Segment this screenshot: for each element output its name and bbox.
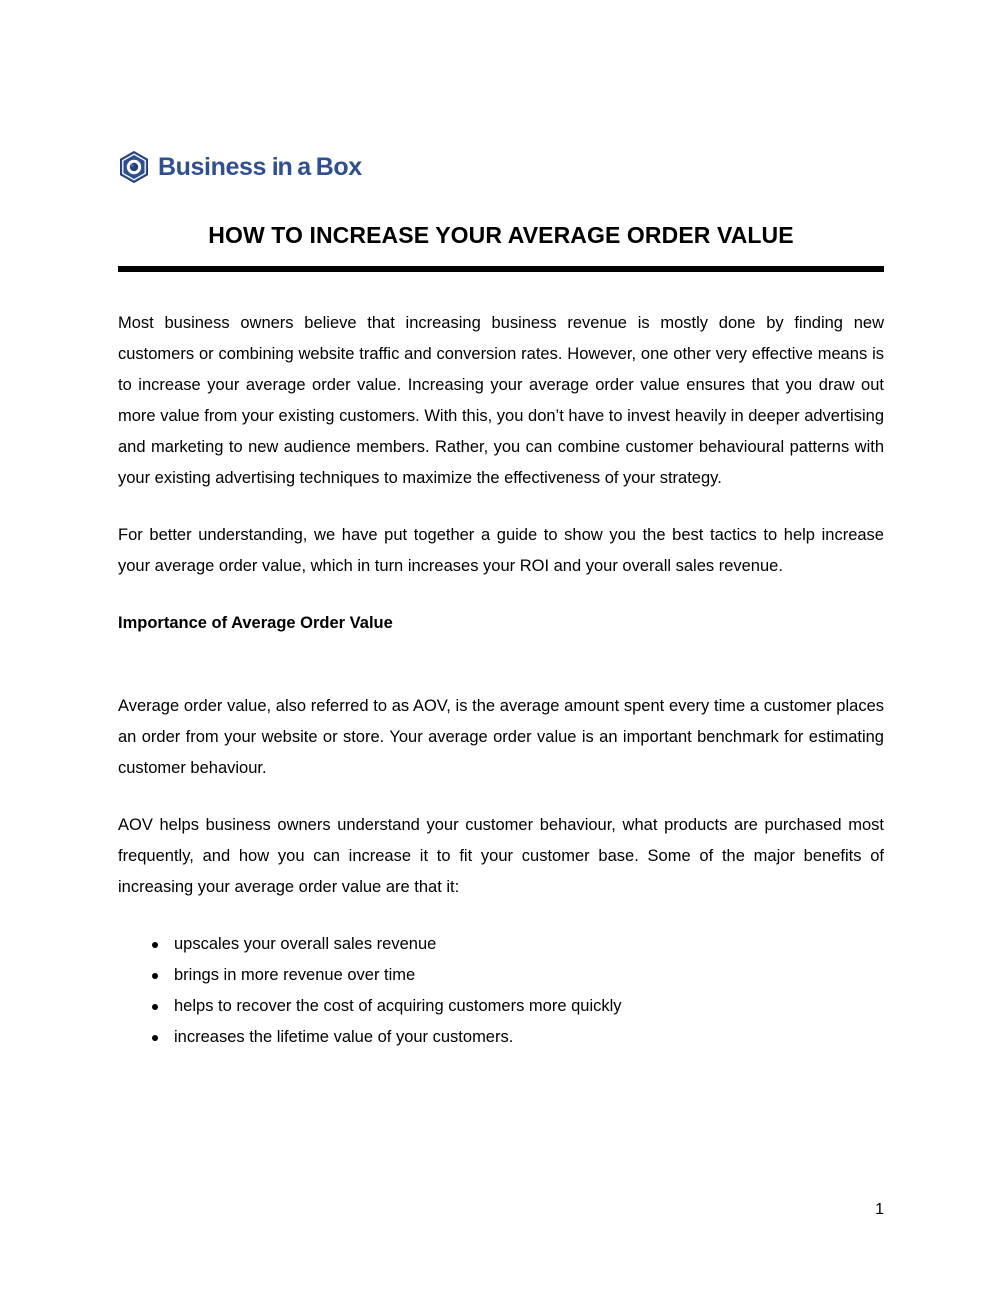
bullet-icon <box>152 973 158 979</box>
paragraph-intro-2: For better understanding, we have put together a guide to show you the best tactics to help increase your average order value, which in turn increases your ROI and your overall sales revenue. <box>118 526 884 575</box>
document-body <box>118 308 884 1053</box>
hexagon-circle-icon <box>118 150 150 184</box>
list-item <box>118 960 884 991</box>
wordmark-business: Business <box>158 152 266 181</box>
benefits-list <box>118 929 884 1053</box>
list-item <box>118 1022 884 1053</box>
brand-wordmark <box>158 152 362 181</box>
paragraph-aov-benefits-intro: AOV helps business owners understand your customer behaviour, what products are purchased most frequently, and how you can increase it to fit your customer base. Some of the major benefits of increasing your average order value are that it: <box>118 816 884 896</box>
bullet-icon <box>152 1035 158 1041</box>
wordmark-in-a: in a <box>271 152 310 181</box>
page-title: HOW TO INCREASE YOUR AVERAGE ORDER VALUE <box>208 222 794 248</box>
list-item-label: helps to recover the cost of acquiring customers more quickly <box>174 997 622 1015</box>
title-divider <box>118 266 884 272</box>
list-item-label: brings in more revenue over time <box>174 966 416 984</box>
bullet-icon <box>152 1004 158 1010</box>
wordmark-box: Box <box>315 152 362 181</box>
heading-spacer <box>118 639 884 691</box>
bullet-icon <box>152 942 158 948</box>
list-item-label: increases the lifetime value of your customers. <box>174 1028 514 1046</box>
section-heading-importance: Importance of Average Order Value <box>118 614 393 632</box>
paragraph-intro-1: Most business owners believe that increasing business revenue is mostly done by finding new customers or combining website traffic and conversion rates. However, one other very effective means is to increase your average order value. Increasing your average order value ensures that you draw out more value from your existing customers. With this, you don’t have to invest heavily in deeper advertising and marketing to new audience members. Rather, you can combine customer behavioural patterns with your existing advertising techniques to maximize the effectiveness of your strategy. <box>118 314 884 487</box>
list-item <box>118 929 884 960</box>
paragraph-aov-definition: Average order value, also referred to as AOV, is the average amount spent every time a customer places an order from your website or store. Your average order value is an important benchmark for estimating customer behaviour. <box>118 697 884 777</box>
page-number: 1 <box>875 1201 884 1218</box>
list-item <box>118 991 884 1022</box>
brand-logo <box>118 150 362 184</box>
list-item-label: upscales your overall sales revenue <box>174 935 437 953</box>
